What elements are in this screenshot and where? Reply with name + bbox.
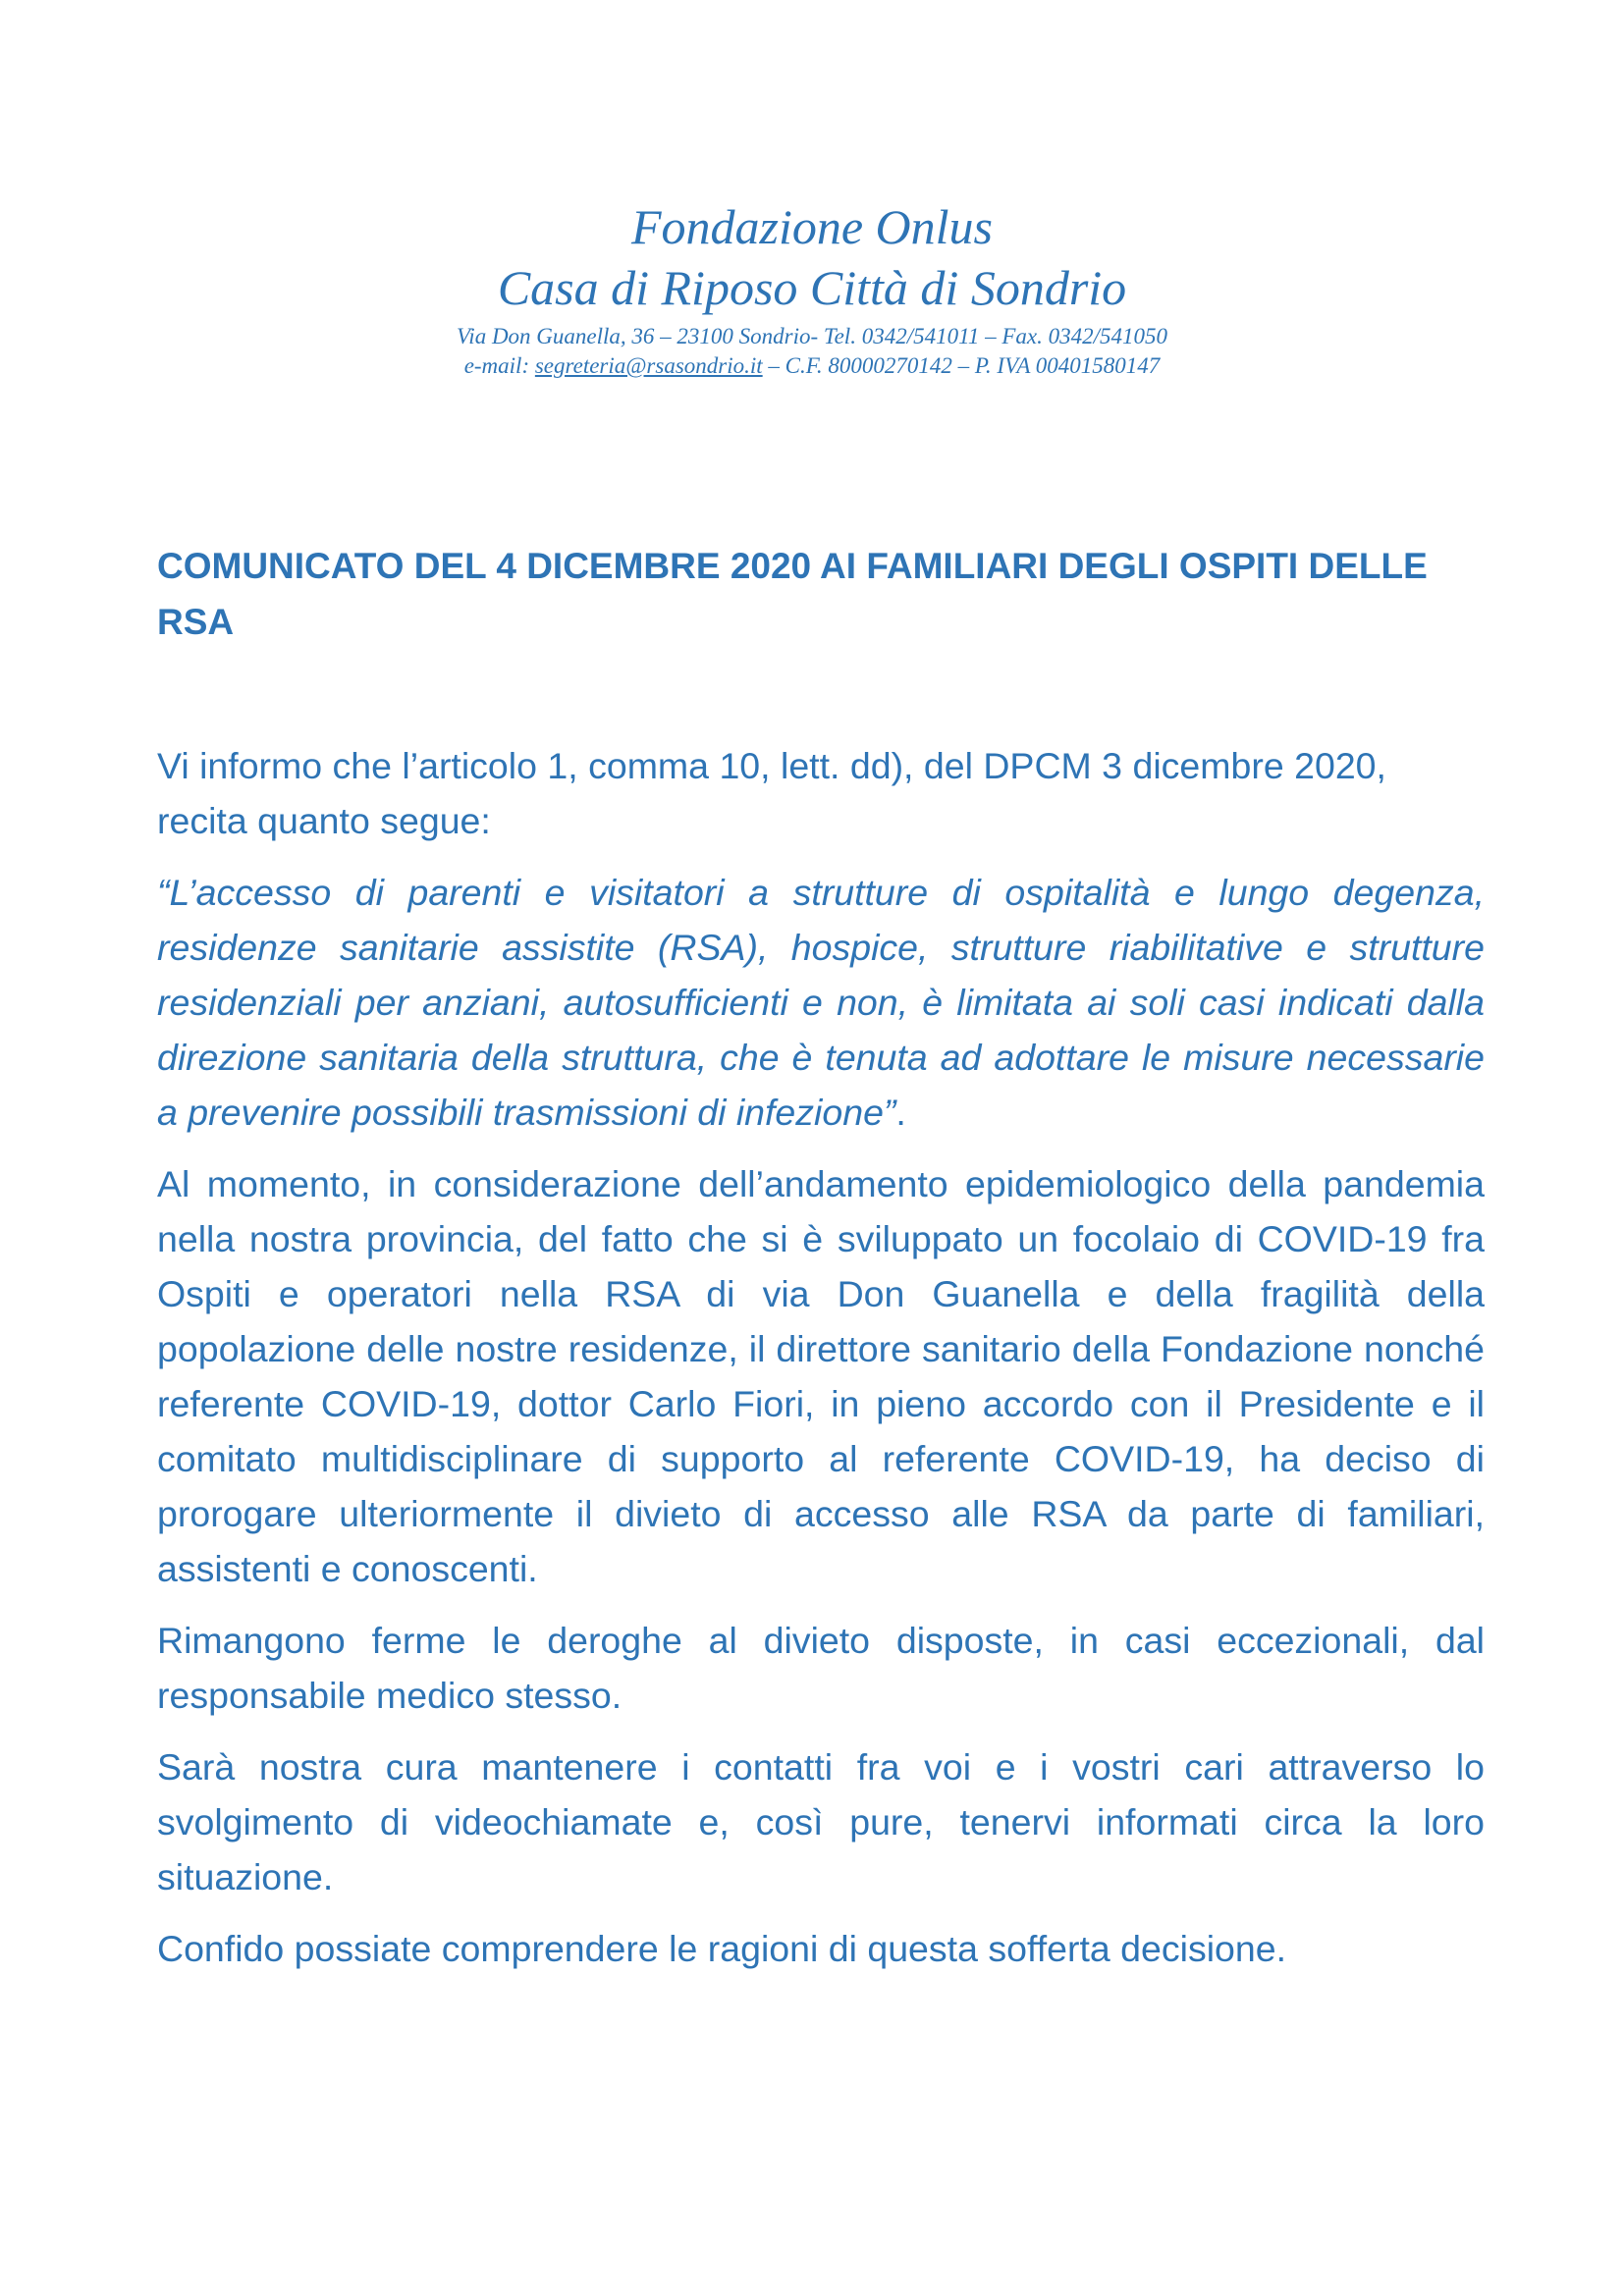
paragraph-exceptions: Rimangono ferme le deroghe al divieto disposte, in casi eccezionali, dal responsabile medico stesso. [157, 1620, 1485, 1716]
document-body [157, 738, 1485, 1993]
address-line: Via Don Guanella, 36 – 23100 Sondrio- Tel. 0342/541011 – Fax. 0342/541050 [456, 324, 1168, 348]
quote-period: . [895, 1092, 906, 1133]
organization-subtitle: Casa di Riposo Città di Sondrio [497, 260, 1127, 315]
letterhead [0, 196, 1624, 381]
paragraph-contacts: Sarà nostra cura mantenere i contatti fra voi e i vostri cari attraverso lo svolgimento di videochiamate e, così pure, tenervi informati circa la loro situazione. [157, 1746, 1485, 1897]
paragraph-decision: Al momento, in considerazione dell’andamento epidemiologico della pandemia nella nostra provincia, del fatto che si è sviluppato un focolaio di COVID-19 fra Ospiti e operatori nella RSA di via Don Guanella e della fragilità della popolazione delle nostre residenze, il direttore sanitario della Fondazione nonché referente COVID-19, dottor Carlo Fiori, in pieno accordo con il Presidente e il comitato multidisciplinare di supporto al referente COVID-19, ha deciso di prorogare ulteriormente il divieto di accesso alle RSA da parte di familiari, assistenti e conoscenti. [157, 1163, 1485, 1589]
intro-paragraph: Vi informo che l’articolo 1, comma 10, lett. dd), del DPCM 3 dicembre 2020, recita quanto segue: [157, 745, 1386, 841]
quote-paragraph [157, 865, 1485, 1140]
dpcm-quote: “L’accesso di parenti e visitatori a strutture di ospitalità e lungo degenza, residenze sanitarie assistite (RSA), hospice, strutture riabilitative e strutture residenziali per anziani, autosufficienti e non, è limitata ai soli casi indicati dalla direzione sanitaria della struttura, che è tenuta ad adottare le misure necessarie a prevenire possibili trasmissioni di infezione” [157, 872, 1485, 1133]
contact-line [0, 351, 1624, 381]
email-label: e-mail: [463, 353, 535, 378]
organization-name: Fondazione Onlus [630, 199, 994, 254]
fiscal-codes: – C.F. 80000270142 – P. IVA 00401580147 [762, 353, 1161, 378]
document-title: COMUNICATO DEL 4 DICEMBRE 2020 AI FAMILIARI DEGLI OSPITI DELLE RSA [157, 546, 1428, 642]
paragraph-closing: Confido possiate comprendere le ragioni di questa sofferta decisione. [157, 1928, 1287, 1969]
email-link[interactable]: segreteria@rsasondrio.it [534, 353, 763, 378]
